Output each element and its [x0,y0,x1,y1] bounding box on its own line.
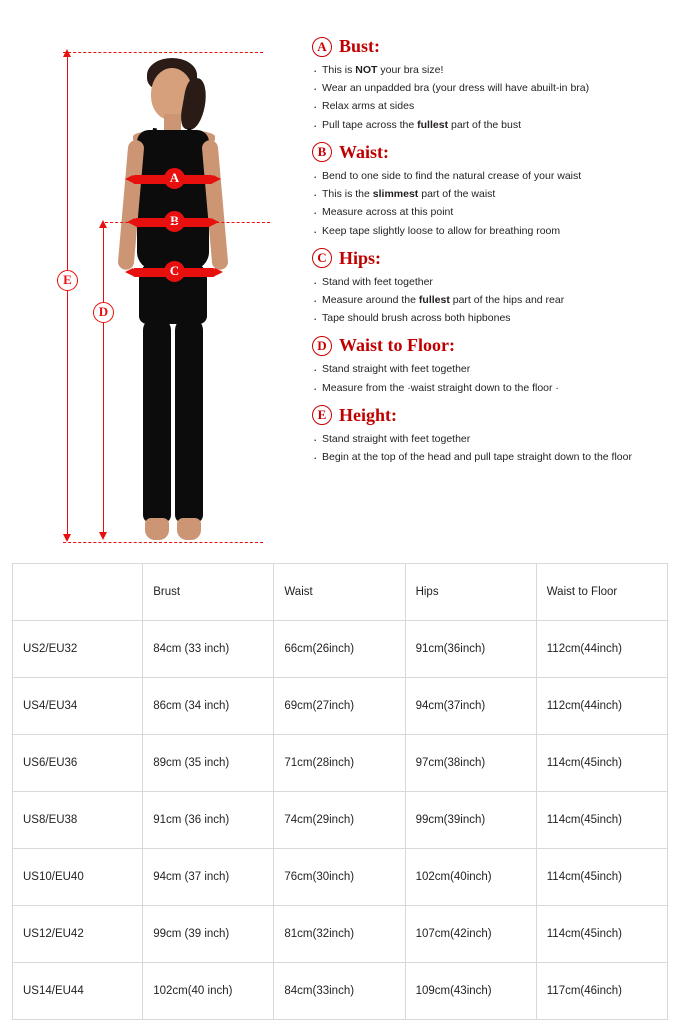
section-title-bust: Bust: [339,36,381,56]
bullet-item: · Measure across at this point [312,205,664,220]
table-row [13,735,668,792]
table-row [13,963,668,1020]
height-arrow-up-icon [63,49,71,57]
badge-c-icon: C [312,248,332,268]
bullet-item: · Stand straight with feet together [312,362,664,377]
cell-waist-to-floor: 114cm(45inch) [536,792,667,849]
cell-brust: 99cm (39 inch) [143,906,274,963]
floor-guide [63,542,263,543]
cell-hips: 97cm(38inch) [405,735,536,792]
section-title-waist: Waist: [339,141,390,162]
cell-waist: 84cm(33inch) [274,963,405,1020]
marker-d: D [93,302,114,323]
column-header-waist-to-floor: Waist to Floor [536,564,667,621]
cell-hips: 91cm(36inch) [405,621,536,678]
cell-hips: 109cm(43inch) [405,963,536,1020]
badge-a-icon: A [312,37,332,57]
cell-waist: 66cm(26inch) [274,621,405,678]
cell-brust: 86cm (34 inch) [143,678,274,735]
instruction-section-hips [312,248,664,327]
table-row [13,792,668,849]
cell-size: US2/EU32 [13,621,143,678]
table-row [13,678,668,735]
bullet-item: · Stand straight with feet together [312,432,664,447]
cell-brust: 102cm(40 inch) [143,963,274,1020]
waist-guide [105,222,270,223]
table-row [13,906,668,963]
badge-b-icon: B [312,142,332,162]
head-top-guide [63,52,263,53]
foot-right-shape [177,518,201,540]
bullet-item: · This is the slimmest part of the waist [312,187,664,202]
cell-waist: 69cm(27inch) [274,678,405,735]
leg-right-shape [175,318,203,523]
instruction-section-waist-to-floor [312,335,664,395]
cell-waist-to-floor: 112cm(44inch) [536,678,667,735]
cell-size: US14/EU44 [13,963,143,1020]
section-heading [312,142,664,163]
cell-hips: 99cm(39inch) [405,792,536,849]
cell-waist: 71cm(28inch) [274,735,405,792]
bullet-item: · This is NOT your bra size! [312,63,664,78]
hips-arrow-right-icon [215,268,223,276]
mannequin-figure [55,30,290,550]
bullet-item: · Relax arms at sides [312,99,664,114]
waist-to-floor-arrow-up-icon [99,220,107,228]
section-heading [312,405,664,426]
cell-size: US8/EU38 [13,792,143,849]
bullet-item: · Wear an unpadded bra (your dress will have abuilt-in bra) [312,81,664,96]
bust-arrow-left-icon [125,175,133,183]
badge-e-icon: E [312,405,332,425]
marker-a: A [164,168,185,189]
foot-left-shape [145,518,169,540]
marker-e: E [57,270,78,291]
column-header-brust: Brust [143,564,274,621]
section-title-hips: Hips: [339,247,382,268]
table-header-row [13,564,668,621]
size-chart-table [12,563,668,1020]
cell-waist: 76cm(30inch) [274,849,405,906]
table-body [13,621,668,1020]
bullet-item: · Tape should brush across both hipbones [312,311,664,326]
section-title-height: Height: [339,404,397,425]
column-header-size [13,564,143,621]
marker-b: B [164,211,185,232]
instruction-section-height [312,405,664,465]
cell-waist-to-floor: 112cm(44inch) [536,621,667,678]
section-title-waist-to-floor: Waist to Floor: [339,335,455,356]
cell-waist-to-floor: 114cm(45inch) [536,849,667,906]
cell-waist: 81cm(32inch) [274,906,405,963]
instructions-panel [312,36,664,474]
cell-hips: 94cm(37inch) [405,678,536,735]
cell-waist-to-floor: 114cm(45inch) [536,735,667,792]
height-measure-line [67,56,68,540]
cell-brust: 89cm (35 inch) [143,735,274,792]
bullet-item: · Keep tape slightly loose to allow for breathing room [312,224,664,239]
cell-size: US6/EU36 [13,735,143,792]
cell-size: US12/EU42 [13,906,143,963]
torso-shape [137,130,209,270]
instruction-section-waist [312,142,664,239]
bullet-item: · Pull tape across the fullest part of the bust [312,118,664,133]
table-row [13,621,668,678]
column-header-hips: Hips [405,564,536,621]
cell-brust: 94cm (37 inch) [143,849,274,906]
table-row [13,849,668,906]
column-header-waist: Waist [274,564,405,621]
cell-hips: 102cm(40inch) [405,849,536,906]
bullet-item: · Begin at the top of the head and pull tape straight down to the floor [312,450,664,465]
instruction-section-bust [312,36,664,133]
waist-to-floor-measure-line [103,226,104,538]
cell-brust: 84cm (33 inch) [143,621,274,678]
marker-c: C [164,261,185,282]
bullet-item: · Measure from the ·waist straight down to the floor · [312,381,664,396]
bullet-item: · Measure around the fullest part of the hips and rear [312,293,664,308]
cell-size: US10/EU40 [13,849,143,906]
hips-arrow-left-icon [125,268,133,276]
bullet-item: · Stand with feet together [312,275,664,290]
bust-arrow-right-icon [213,175,221,183]
cell-waist-to-floor: 114cm(45inch) [536,906,667,963]
badge-d-icon: D [312,336,332,356]
section-heading [312,248,664,269]
leg-left-shape [143,318,171,523]
bullet-item: · Bend to one side to find the natural crease of your waist [312,169,664,184]
cell-brust: 91cm (36 inch) [143,792,274,849]
table-header [13,564,668,621]
height-arrow-down-icon [63,534,71,542]
section-heading [312,36,664,57]
section-heading [312,335,664,356]
waist-to-floor-arrow-down-icon [99,532,107,540]
cell-waist-to-floor: 117cm(46inch) [536,963,667,1020]
cell-waist: 74cm(29inch) [274,792,405,849]
cell-size: US4/EU34 [13,678,143,735]
cell-hips: 107cm(42inch) [405,906,536,963]
